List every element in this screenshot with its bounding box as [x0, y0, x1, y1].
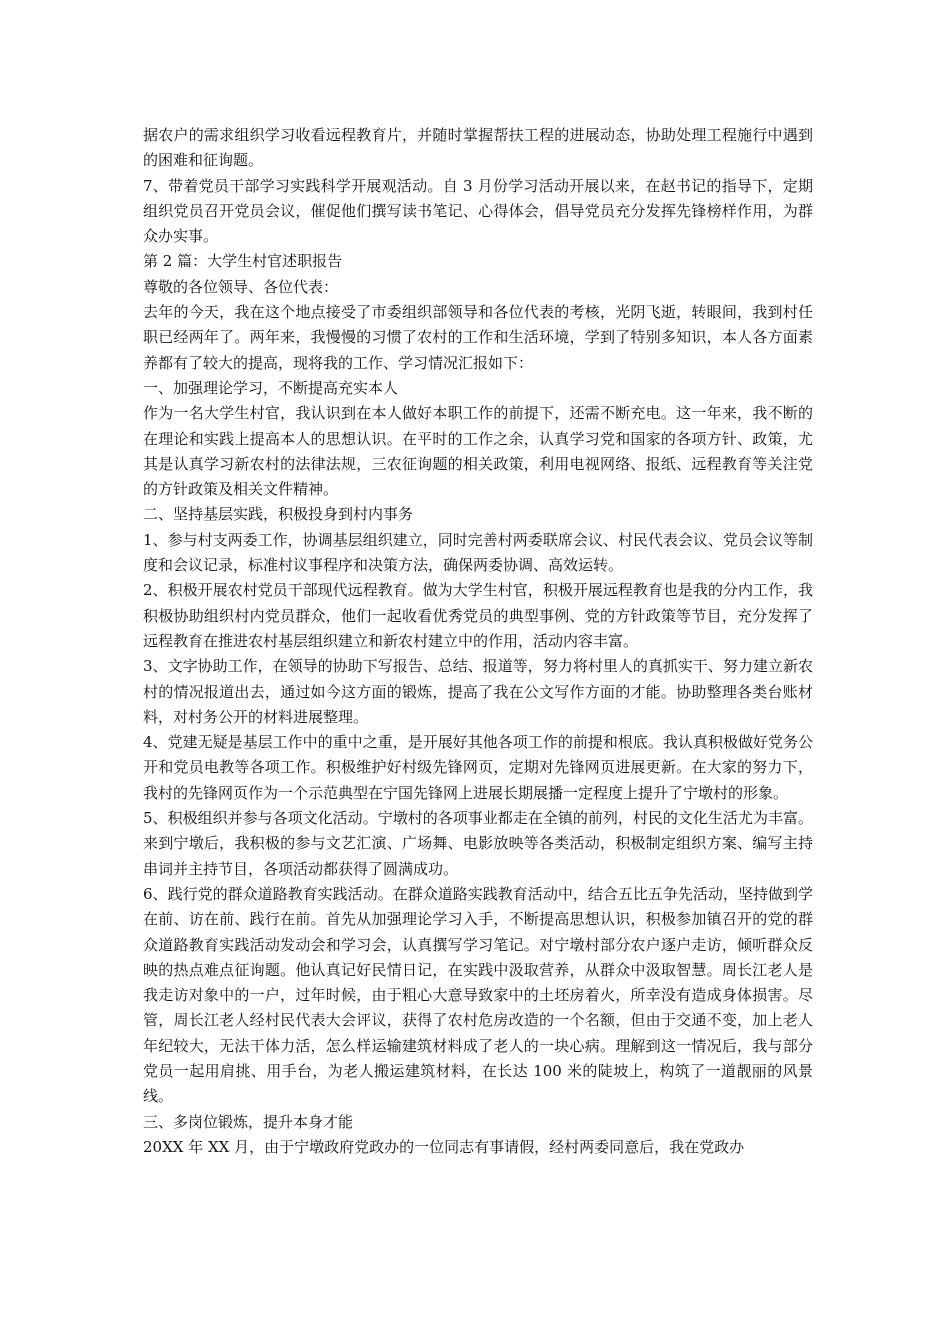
paragraph-item-2: 2、积极开展农村党员干部现代远程教育。做为大学生村官，积极开展远程教育也是我的分内工作，我积极协助组织村内党员群众，他们一起收看优秀党员的典型事例、党的方针政策等节目，充分发挥了远程教育在推进农村基层组织建立和新农村建立中的作用，活动内容丰富。: [143, 581, 813, 650]
section-heading-1: 一、加强理论学习，不断提高充实本人: [143, 378, 399, 397]
paragraph-final: 20XX 年 XX 月，由于宁墩政府党政办的一位同志有事请假，经村两委同意后，我在党政办: [143, 1137, 745, 1156]
paragraph-continuation: 据农户的需求组织学习收看远程教育片，并随时掌握帮扶工程的进展动态，协助处理工程施行中遇到的困难和征询题。: [143, 126, 813, 170]
report-title: 第 2 篇：大学生村官述职报告: [143, 252, 343, 271]
paragraph-item-5: 5、积极组织并参与各项文化活动。宁墩村的各项事业都走在全镇的前列，村民的文化生活尤为丰富。来到宁墩后，我积极的参与文艺汇演、广场舞、电影放映等各类活动，积极制定组织方案、编写主持串词并主持节目，各项活动都获得了圆满成功。: [143, 809, 813, 878]
paragraph-item-7: 7、带着党员干部学习实践科学开展观活动。自 3 月份学习活动开展以来，在赵书记的指导下，定期组织党员召开党员会议，催促他们撰写读书笔记、心得体会，倡导党员充分发挥先锋榜样作用，为群众办实事。: [143, 176, 813, 246]
paragraph-theory-study: 作为一名大学生村官，我认识到在本人做好本职工作的前提下，还需不断充电。这一年来，我不断的在理论和实践上提高本人的思想认识。在平时的工作之余，认真学习党和国家的各项方针、政策，尤其是认真学习新农村的法律法规，三农征询题的相关政策，利用电视网络、报纸、远程教育等关注党的方针政策及相关文件精神。: [143, 404, 813, 499]
paragraph-item-1: 1、参与村支两委工作，协调基层组织建立，同时完善村两委联席会议、村民代表会议、党员会议等制度和会议记录，标准村议事程序和决策方法，确保两委协调、高效运转。: [143, 530, 813, 575]
section-heading-2: 二、坚持基层实践，积极投身到村内事务: [143, 505, 414, 524]
section-heading-3: 三、多岗位锻炼，提升本身才能: [143, 1112, 354, 1131]
paragraph-item-3: 3、文字协助工作，在领导的协助下写报告、总结、报道等，努力将村里人的真抓实干、努力建立新农村的情况报道出去，通过如今这方面的锻炼，提高了我在公文写作方面的才能。协助整理各类台账材料，对村务公开的材料进展整理。: [143, 657, 813, 726]
paragraph-item-4: 4、党建无疑是基层工作中的重中之重，是开展好其他各项工作的前提和根底。我认真积极做好党务公开和党员电教等各项工作。积极维护好村级先锋网页，定期对先锋网页进展更新。在大家的努力下，我村的先锋网页作为一个示范典型在宁国先锋网上进展长期展播一定程度上提升了宁墩村的形象。: [143, 733, 813, 802]
paragraph-intro: 去年的今天，我在这个地点接受了市委组织部领导和各位代表的考核，光阴飞逝，转眼间，我到村任职已经两年了。两年来，我慢慢的习惯了农村的工作和生活环境，学到了特别多知识，本人各方面素养都有了较大的提高，现将我的工作、学习情况汇报如下：: [143, 303, 813, 372]
salutation: 尊敬的各位领导、各位代表：: [143, 277, 339, 296]
paragraph-item-6: 6、践行党的群众道路教育实践活动。在群众道路实践教育活动中，结合五比五争先活动，坚持做到学在前、访在前、践行在前。首先从加强理论学习入手，不断提高思想认识，积极参加镇召开的党的群众道路教育实践活动发动会和学习会，认真撰写学习笔记。对宁墩村部分农户逐户走访，倾听群众反映的热点难点征询题。他认真记好民情日记，在实践中汲取营养，从群众中汲取智慧。周长江老人是我走访对象中的一户，过年时候，由于粗心大意导致家中的土坯房着火，所幸没有造成身体损害。尽管，周长江老人经村民代表大会评议，获得了农村危房改造的一个名额，但由于交通不变，加上老人年纪较大，无法干体力活，怎么样运输建筑材料成了老人的一块心病。理解到这一情况后，我与部分党员一起用肩挑、用手台，为老人搬运建筑材料，在长达 100 米的陡坡上，构筑了一道靓丽的风景线。: [143, 884, 813, 1106]
document-body: [143, 123, 813, 1160]
